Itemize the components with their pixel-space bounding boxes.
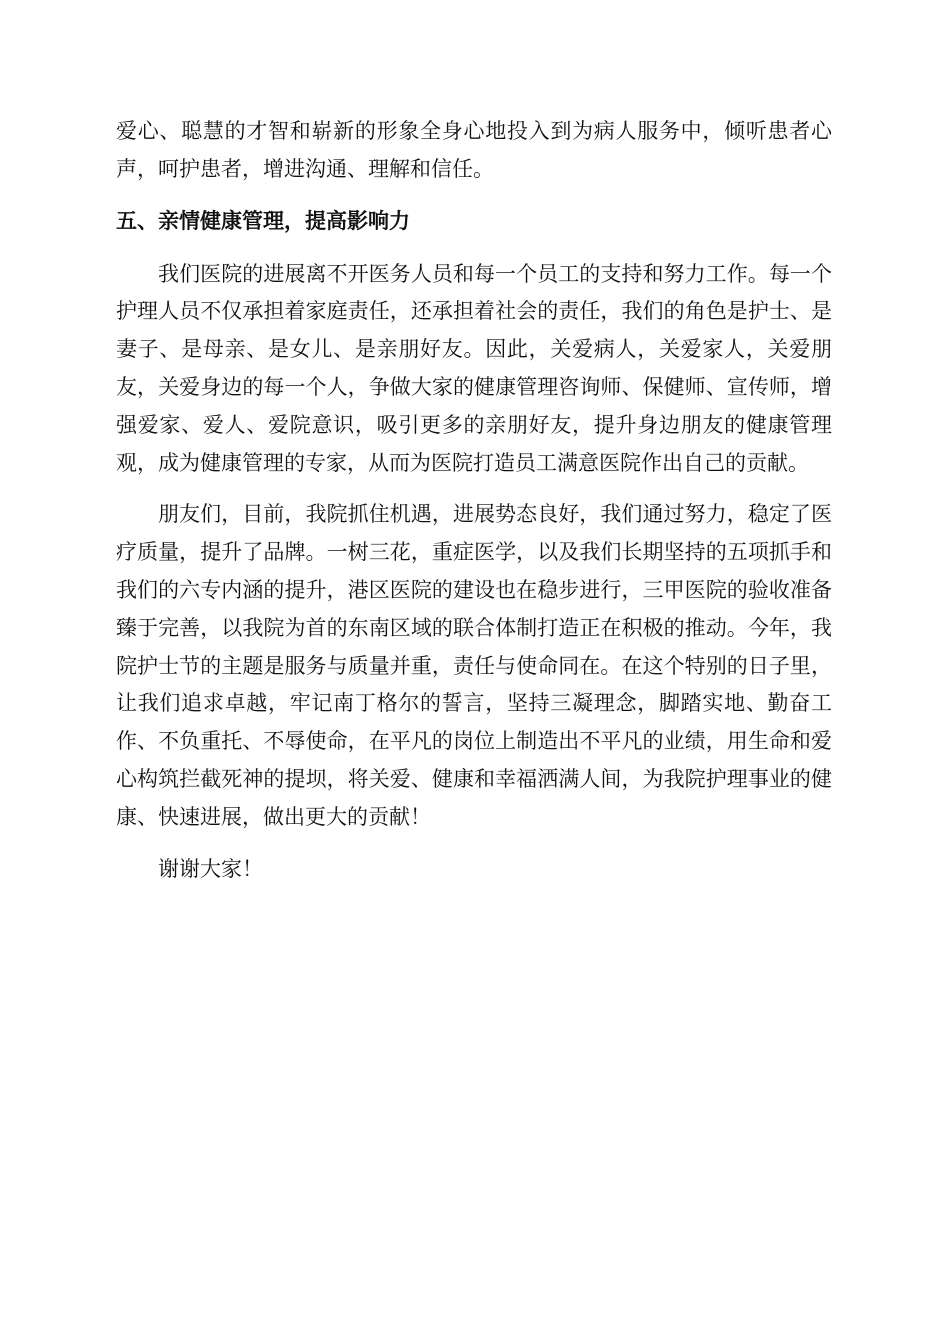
paragraph-family-health: 我们医院的进展离不开医务人员和每一个员工的支持和努力工作。每一个护理人员不仅承担着家庭责任，还承担着社会的责任，我们的角色是护士、是妻子、是母亲、是女儿、是亲朋好友。因此，关爱病人，关爱家人，关爱朋友，关爱身边的每一个人，争做大家的健康管理咨询师、保健师、宣传师，增强爱家、爱人、爱院意识，吸引更多的亲朋好友，提升身边朋友的健康管理观，成为健康管理的专家，从而为医院打造员工满意医院作出自己的贡献。 — [116, 261, 832, 475]
section-heading: 五、亲情健康管理，提高影响力 — [116, 208, 410, 233]
paragraph-continued: 爱心、聪慧的才智和崭新的形象全身心地投入到为病人服务中，倾听患者心声，呵护患者，增进沟通、理解和信任。 — [116, 119, 832, 181]
document-body — [116, 113, 832, 902]
paragraph-thanks: 谢谢大家！ — [158, 856, 263, 881]
paragraph-friends: 朋友们，目前，我院抓住机遇，进展势态良好，我们通过努力，稳定了医疗质量，提升了品牌。一树三花，重症医学，以及我们长期坚持的五项抓手和我们的六专内涵的提升，港区医院的建设也在稳步进行，三甲医院的验收准备臻于完善，以我院为首的东南区域的联合体制打造正在积极的推动。今年，我院护士节的主题是服务与质量并重，责任与使命同在。在这个特别的日子里，让我们追求卓越，牢记南丁格尔的誓言，坚持三凝理念，脚踏实地、勤奋工作、不负重托、不辱使命，在平凡的岗位上制造出不平凡的业绩，用生命和爱心构筑拦截死神的提坝，将关爱、健康和幸福洒满人间，为我院护理事业的健康、快速进展，做出更大的贡献！ — [116, 502, 832, 829]
